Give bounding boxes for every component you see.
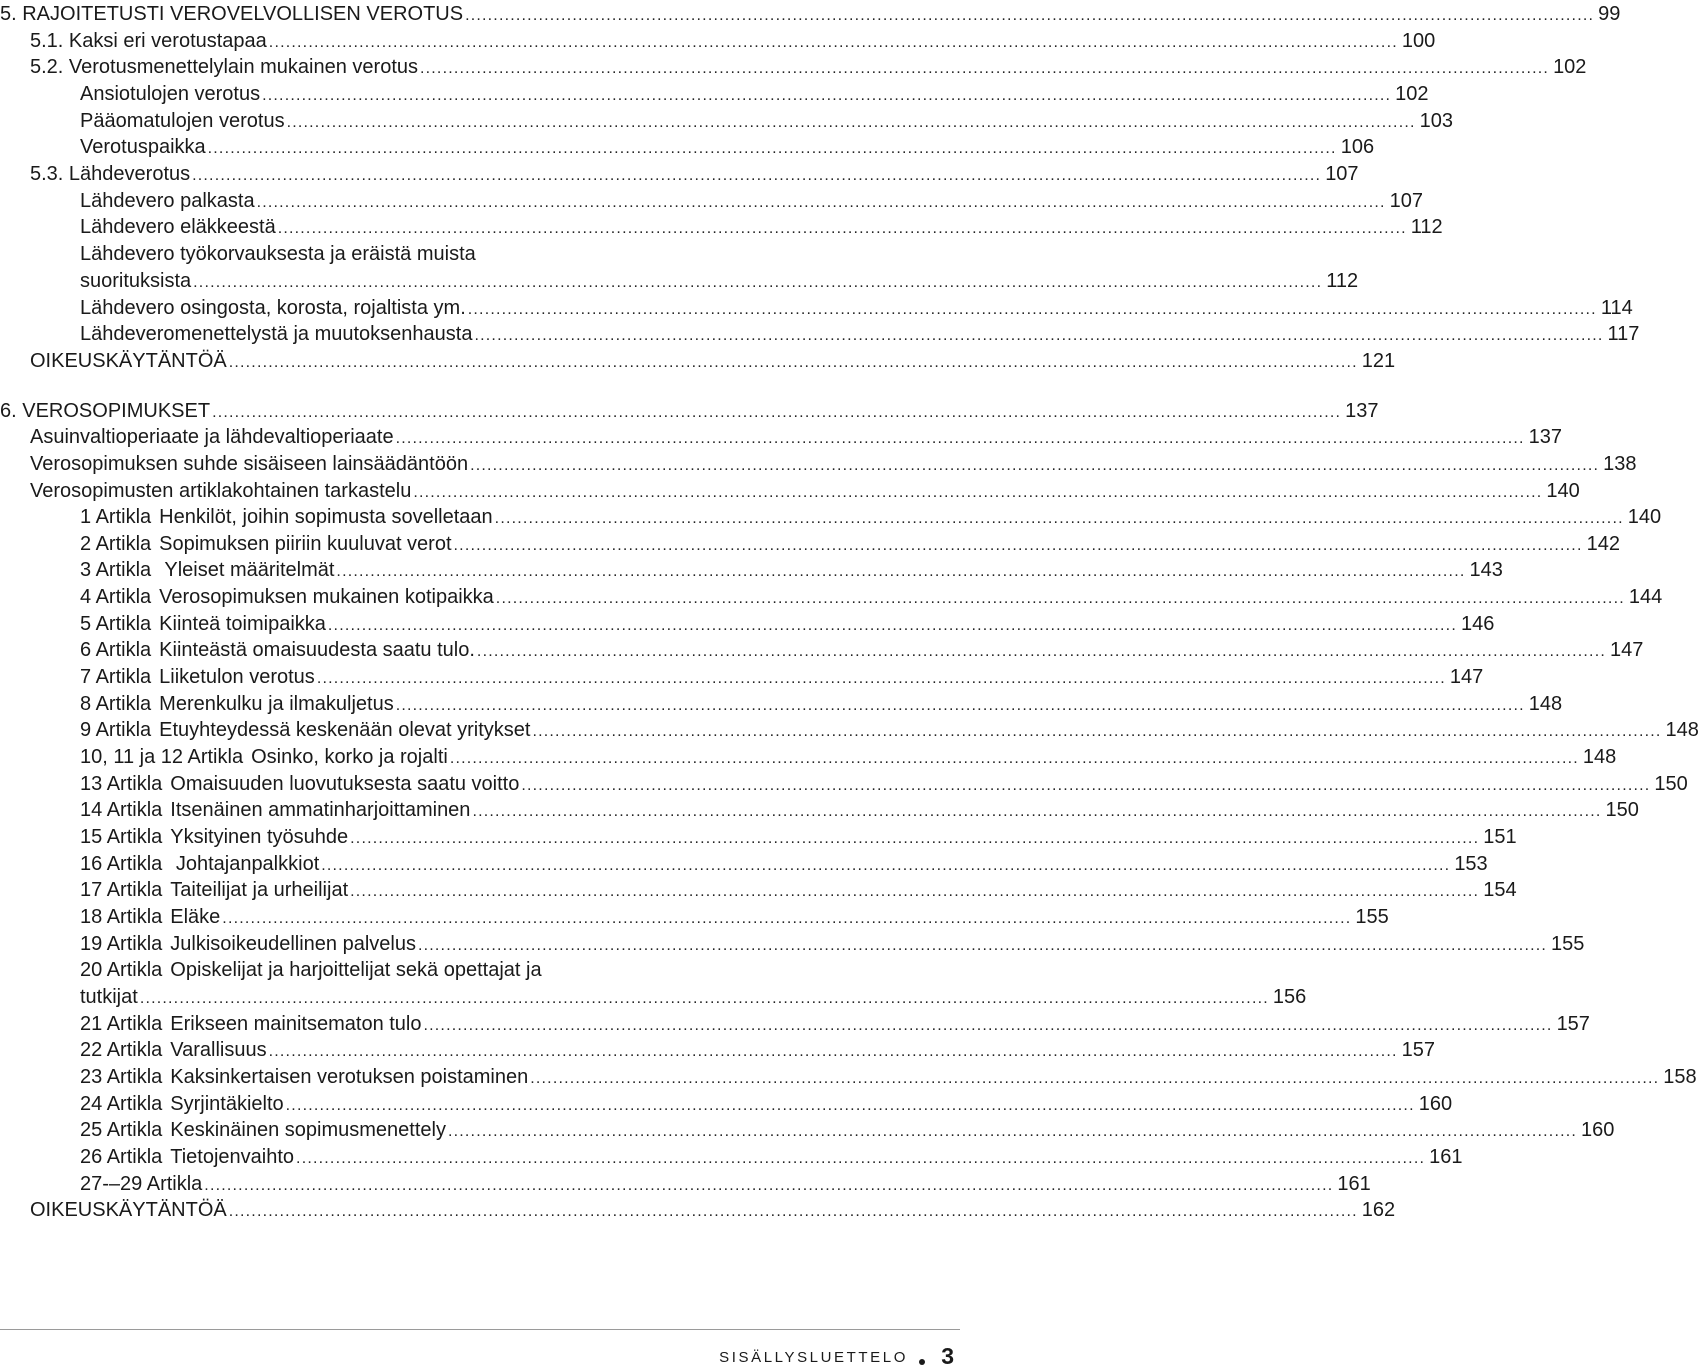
toc-page-number: 100 [1401,30,1436,52]
toc-page-number: 161 [1429,1146,1463,1168]
toc-entry-title [80,1064,528,1091]
toc-entry [80,1091,1453,1118]
dot-leader: ........................................................................................................................................................................................................ [321,857,1451,874]
dot-leader: ........................................................................................................................................................................................................ [228,1203,1358,1220]
toc-entry [30,161,1359,188]
toc-entry-text: Henkilöt, joihin sopimusta sovelletaan [159,506,493,528]
toc-entry-text: Erikseen mainitsematon tulo [170,1013,422,1035]
dot-leader: ........................................................................................................................................................................................................ [423,1017,1553,1034]
toc-entry-title [80,744,448,771]
toc-entry [80,1171,1371,1198]
article-number: 17 Artikla [80,879,163,901]
toc-entry [80,108,1454,135]
dot-leader: ........................................................................................................................................................................................................ [453,537,1583,554]
dot-leader: ........................................................................................................................................................................................................ [192,167,1322,184]
toc-entry-text: Varallisuus [170,1039,267,1061]
toc-entry-title [80,1117,446,1144]
article-number: 7 Artikla [80,666,152,688]
toc-page-number: 147 [1449,666,1484,688]
toc-entry-text: Eläke [170,906,221,928]
toc-entry-text: Verosopimuksen mukainen kotipaikka [159,586,494,608]
toc-entry-title [80,637,475,664]
article-number: 8 Artikla [80,693,152,715]
toc-entry-text: Omaisuuden luovutuksesta saatu voitto [170,773,520,795]
toc-entry-text: Keskinäinen sopimusmenettely [170,1119,446,1141]
toc-entry [0,398,1379,425]
toc-page-number: 155 [1355,906,1389,928]
toc-page-number: 157 [1401,1039,1436,1061]
dot-leader: ........................................................................................................................................................................................................ [256,194,1386,211]
toc-entry [80,691,1563,718]
toc-page-number: 161 [1337,1173,1371,1195]
toc-page-number: 155 [1551,933,1585,955]
toc-entry-title [80,1144,294,1171]
toc-page-number: 144 [1628,586,1663,608]
article-number: 14 Artikla [80,799,163,821]
toc-entry [80,904,1389,931]
toc-page-number: 137 [1528,426,1563,448]
article-number: 18 Artikla [80,906,163,928]
dot-leader: ........................................................................................................................................................................................................ [470,457,1600,474]
toc-entry [80,1117,1615,1144]
toc-entry [80,241,742,268]
toc-entry-text: Yleiset määritelmät [159,559,335,581]
footer-divider [0,1329,960,1330]
toc-page-number: 148 [1582,746,1617,768]
toc-page-number: 147 [1609,639,1644,661]
dot-leader: ........................................................................................................................................................................................................ [139,990,1269,1007]
toc-entry [80,744,1617,771]
toc-entry-text: suorituksista [80,270,192,292]
article-number: 20 Artikla [80,959,163,981]
toc-entry-text: Verotuspaikka [80,136,206,158]
toc-entry-text: 27-–29 Artikla [80,1173,203,1195]
toc-entry [30,1197,1396,1224]
toc-entry [80,134,1375,161]
toc-entry-title [80,557,334,584]
article-number: 1 Artikla [80,506,152,528]
toc-entry-text: tutkijat [80,986,138,1008]
toc-entry-text: Asuinvaltioperiaate ja lähdevaltioperiaate [30,426,394,448]
toc-entry-title [80,295,466,322]
article-number: 24 Artikla [80,1093,163,1115]
toc-entry-title [30,1197,227,1224]
toc-entry [80,717,1699,744]
toc-entry [80,584,1663,611]
article-number: 13 Artikla [80,773,163,795]
footer-section-label: SISÄLLYSLUETTELO [719,1349,908,1366]
toc-entry [80,295,1633,322]
toc-entry-title [80,188,255,215]
page-number: 3 [941,1343,954,1369]
toc-page-number: 160 [1418,1093,1453,1115]
toc-entry-text: Lähdevero palkasta [80,190,255,212]
dot-leader: ........................................................................................................................................................................................................ [277,220,1407,237]
toc-entry-title [80,584,494,611]
toc-entry [30,424,1563,451]
dot-leader: ........................................................................................................................................................................................................ [420,60,1550,77]
dot-leader: ........................................................................................................................................................................................................ [212,404,1342,421]
dot-leader: ........................................................................................................................................................................................................ [268,1043,1398,1060]
toc-entry [80,957,742,984]
dot-leader: ........................................................................................................................................................................................................ [228,354,1358,371]
dot-leader: ........................................................................................................................................................................................................ [521,777,1651,794]
toc-page-number: 150 [1605,799,1639,821]
toc-page-number: 148 [1528,693,1563,715]
toc-page-number: 112 [1326,270,1359,292]
toc-entry-text: Kiinteästä omaisuudesta saatu tulo. [159,639,475,661]
toc-page-number: 156 [1272,986,1307,1008]
toc-page-number: 160 [1581,1119,1615,1141]
article-number: 26 Artikla [80,1146,163,1168]
toc-page-number: 157 [1556,1013,1590,1035]
dot-leader: ........................................................................................................................................................................................................ [467,301,1597,318]
toc-entry-title [80,904,220,931]
toc-entry-title [30,451,468,478]
toc-entry-title [80,531,452,558]
dot-leader: ........................................................................................................................................................................................................ [262,87,1392,104]
toc-entry-title [80,81,260,108]
toc-entry-title [80,851,319,878]
toc-page-number: 162 [1361,1199,1396,1221]
article-number: 15 Artikla [80,826,163,848]
toc-entry-title [30,348,227,375]
toc-entry [30,54,1587,81]
dot-leader: ........................................................................................................................................................................................................ [465,7,1595,24]
toc-page-number: 102 [1553,56,1587,78]
toc-entry [30,478,1580,505]
toc-entry-text: 5.1. Kaksi eri verotustapaa [30,30,267,52]
toc-entry-text: Osinko, korko ja rojalti [251,746,448,768]
dot-leader: ........................................................................................................................................................................................................ [222,910,1352,927]
toc-entry-text: Itsenäinen ammatinharjoittaminen [170,799,471,821]
article-number: 4 Artikla [80,586,152,608]
toc-entry [80,1011,1590,1038]
footer-bullet-icon [919,1359,925,1365]
toc-entry-text: 5. RAJOITETUSTI VEROVELVOLLISEN VEROTUS [0,3,464,25]
toc-page-number: 158 [1663,1066,1697,1088]
toc-entry-title [80,984,138,1011]
toc-entry-text: 6. VEROSOPIMUKSET [0,400,211,422]
toc-page-number: 138 [1603,453,1637,475]
toc-entry-title [0,398,210,425]
toc-entry [30,451,1637,478]
toc-entry-text: Lähdevero osingosta, korosta, rojaltista ym. [80,297,466,319]
toc-entry-title [80,268,191,295]
article-number: 6 Artikla [80,639,152,661]
toc-entry-title [80,321,472,348]
toc-entry-title [80,664,315,691]
article-number: 16 Artikla [80,853,163,875]
toc-entry-text: Kaksinkertaisen verotuksen poistaminen [170,1066,529,1088]
toc-entry-title [80,1037,267,1064]
dot-leader: ........................................................................................................................................................................................................ [476,643,1606,660]
toc-entry-title [80,771,519,798]
toc-entry-text: Syrjintäkielto [170,1093,284,1115]
toc-entry-text: OIKEUSKÄYTÄNTÖÄ [30,350,227,372]
toc-entry-text: Kiinteä toimipaikka [159,613,326,635]
toc-entry [80,188,1424,215]
toc-entry [80,1064,1697,1091]
toc-entry-text: Johtajanpalkkiot [170,853,320,875]
article-number: 3 Artikla [80,559,152,581]
toc-entry [80,1144,1463,1171]
dot-leader: ........................................................................................................................................................................................................ [417,937,1548,954]
toc-page-number: 143 [1469,559,1503,581]
dot-leader: ........................................................................................................................................................................................................ [395,697,1525,714]
toc-entry-title [80,824,348,851]
toc-entry-text: Opiskelijat ja harjoittelijat sekä opettajat ja [170,959,542,981]
article-number: 9 Artikla [80,719,152,741]
toc-entry-text: Taiteilijat ja urheilijat [170,879,349,901]
toc-entry-title [80,1011,422,1038]
dot-leader: ........................................................................................................................................................................................................ [449,750,1579,767]
dot-leader: ........................................................................................................................................................................................................ [472,803,1602,820]
toc-entry-text: Etuyhteydessä keskenään olevat yritykset [159,719,531,741]
article-number: 10, 11 ja 12 Artikla [80,746,244,768]
toc-entry [80,268,1359,295]
toc-entry-text: Lähdevero työkorvauksesta ja eräistä muista [80,243,476,265]
toc-entry [80,504,1662,531]
dot-leader: ........................................................................................................................................................................................................ [350,883,1480,900]
dot-leader: ........................................................................................................................................................................................................ [207,140,1337,157]
toc-entry-text: OIKEUSKÄYTÄNTÖÄ [30,1199,227,1221]
dot-leader: ........................................................................................................................................................................................................ [285,1097,1415,1114]
dot-leader: ........................................................................................................................................................................................................ [316,670,1446,687]
toc-entry-title [80,691,394,718]
toc-entry [80,214,1443,241]
dot-leader: ........................................................................................................................................................................................................ [447,1123,1578,1140]
toc-entry [80,531,1620,558]
toc-page-number: 102 [1395,83,1429,105]
toc-entry-title [80,504,493,531]
dot-leader: ........................................................................................................................................................................................................ [327,617,1457,634]
dot-leader: ........................................................................................................................................................................................................ [413,484,1543,501]
toc-entry [80,851,1488,878]
toc-entry-title [80,241,476,268]
toc-entry-title [80,134,206,161]
dot-leader: ........................................................................................................................................................................................................ [395,430,1525,447]
toc-entry [30,28,1436,55]
toc-entry-text: Verosopimusten artiklakohtainen tarkastelu [30,480,412,502]
toc-entry [80,557,1503,584]
toc-entry-text: Ansiotulojen verotus [80,83,261,105]
toc-entry-title [80,1091,284,1118]
toc-entry-title [0,1,463,28]
toc-entry [80,637,1644,664]
toc-page-number: 106 [1340,136,1375,158]
toc-entry-title [80,611,326,638]
dot-leader: ........................................................................................................................................................................................................ [296,1150,1426,1167]
article-number: 25 Artikla [80,1119,163,1141]
toc-page-number: 148 [1665,719,1699,741]
toc-entry-title [80,1171,202,1198]
dot-leader: ........................................................................................................................................................................................................ [495,590,1625,607]
toc-entry-text: Sopimuksen piiriin kuuluvat verot [159,533,452,555]
toc-entry-text: Lähdevero eläkkeestä [80,216,276,238]
dot-leader: ........................................................................................................................................................................................................ [336,563,1466,580]
toc-page-number: 151 [1483,826,1517,848]
toc-entry [80,664,1484,691]
toc-entry [80,797,1639,824]
dot-leader: ........................................................................................................................................................................................................ [350,830,1480,847]
toc-page-number: 107 [1325,163,1359,185]
toc-entry-title [30,478,411,505]
toc-entry-title [30,424,394,451]
toc-entry-text: Julkisoikeudellinen palvelus [170,933,416,955]
article-number: 2 Artikla [80,533,152,555]
toc-page-number: 140 [1627,506,1662,528]
toc-entry-title [80,931,416,958]
toc-page-number: 112 [1410,216,1443,238]
dot-leader: ........................................................................................................................................................................................................ [494,510,1624,527]
article-number: 21 Artikla [80,1013,163,1035]
dot-leader: ........................................................................................................................................................................................................ [532,723,1662,740]
dot-leader: ........................................................................................................................................................................................................ [268,34,1398,51]
toc-entry-text: 5.2. Verotusmenettelylain mukainen verotus [30,56,418,78]
toc-entry [80,81,1429,108]
toc-page-number: 137 [1345,400,1379,422]
toc-entry-text: Lähdeveromenettelystä ja muutoksenhausta [80,323,473,345]
toc-page-number: 154 [1483,879,1517,901]
toc-entry [80,611,1495,638]
toc-entry-title [80,214,276,241]
toc-entry-title [80,108,285,135]
toc-entry [30,348,1396,375]
article-number: 22 Artikla [80,1039,163,1061]
toc-entry [80,1037,1436,1064]
toc-entry [80,771,1688,798]
toc-entry-text: Liiketulon verotus [159,666,315,688]
toc-entry-text: Verosopimuksen suhde sisäiseen lainsäädäntöön [30,453,469,475]
toc-entry-title [80,717,530,744]
toc-entry [80,877,1517,904]
toc-entry [0,1,1621,28]
toc-page-number: 114 [1600,297,1633,319]
toc-page-number: 99 [1598,3,1621,25]
dot-leader: ........................................................................................................................................................................................................ [474,327,1604,344]
toc-page-number: 121 [1361,350,1396,372]
dot-leader: ........................................................................................................................................................................................................ [286,114,1416,131]
article-number: 5 Artikla [80,613,152,635]
toc-entry [80,321,1640,348]
toc-entry [80,931,1585,958]
toc-page-number: 153 [1454,853,1488,875]
toc-entry-title [30,54,418,81]
toc-entry [80,984,1307,1011]
toc-entry-title [30,161,190,188]
dot-leader: ........................................................................................................................................................................................................ [193,274,1323,291]
toc-entry-text: Merenkulku ja ilmakuljetus [159,693,394,715]
toc-page-number: 140 [1546,480,1580,502]
toc-entry-text: 5.3. Lähdeverotus [30,163,191,185]
toc-entry-title [80,877,348,904]
toc-entry-text: Tietojenvaihto [170,1146,295,1168]
toc-page-number: 146 [1460,613,1495,635]
dot-leader: ........................................................................................................................................................................................................ [204,1177,1334,1194]
toc-entry-text: Pääomatulojen verotus [80,110,285,132]
toc-page-number: 107 [1389,190,1424,212]
dot-leader: ........................................................................................................................................................................................................ [530,1070,1660,1087]
toc-page-number: 117 [1607,323,1640,345]
toc-entry [80,824,1517,851]
toc-entry-text: Yksityinen työsuhde [170,826,349,848]
toc-page-number: 142 [1586,533,1620,555]
toc-entry-title [30,28,267,55]
toc-entry-title [80,957,542,984]
article-number: 23 Artikla [80,1066,163,1088]
toc-page-number: 150 [1654,773,1688,795]
toc-entry-title [80,797,470,824]
toc-page-number: 103 [1419,110,1454,132]
article-number: 19 Artikla [80,933,163,955]
